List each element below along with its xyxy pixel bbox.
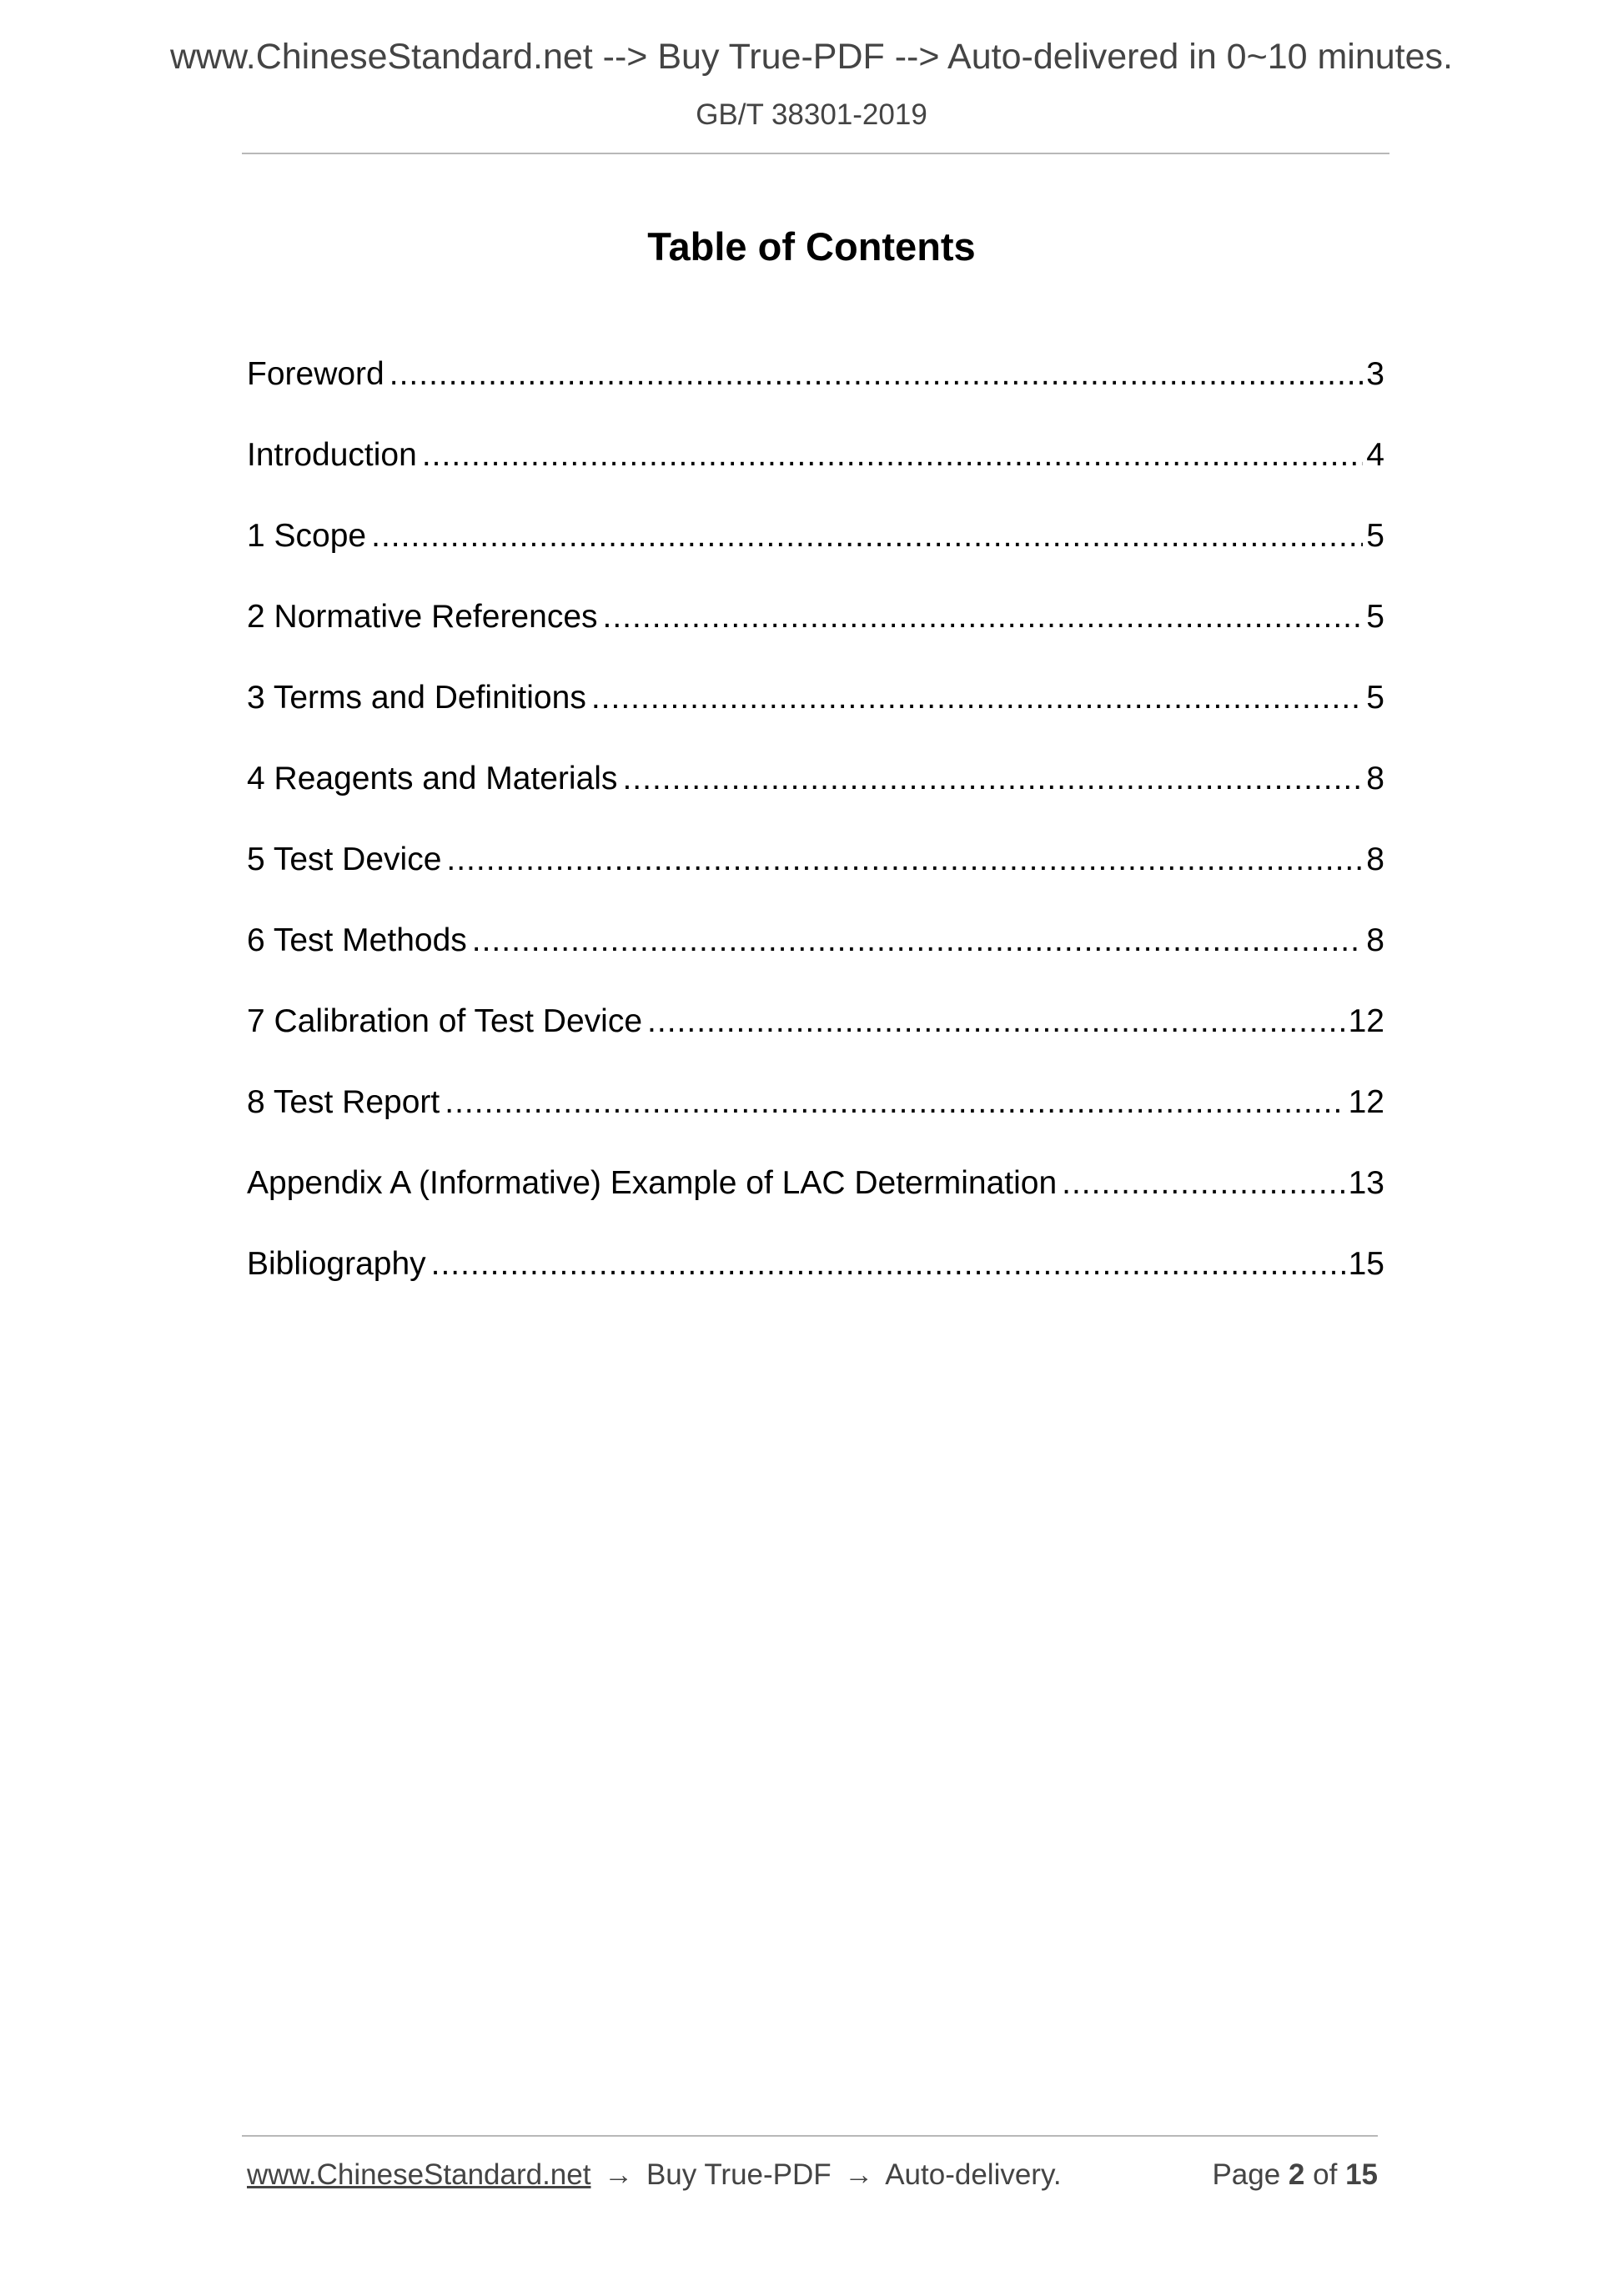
page-footer xyxy=(247,2155,1378,2197)
toc-entry-page: 5 xyxy=(1366,599,1384,635)
toc-entry-test-report[interactable] xyxy=(247,1083,1384,1163)
toc-entry-reagents-and-materials[interactable] xyxy=(247,759,1384,840)
toc-entry-label: Bibliography xyxy=(247,1246,426,1282)
page-indicator xyxy=(1212,2155,1378,2195)
toc-list xyxy=(247,354,1384,1325)
toc-entry-test-methods[interactable] xyxy=(247,921,1384,1002)
toc-dot-leader xyxy=(591,678,1363,718)
toc-entry-page: 8 xyxy=(1366,842,1384,877)
toc-entry-appendix-a[interactable] xyxy=(247,1163,1384,1244)
toc-entry-label: 1 Scope xyxy=(247,518,367,554)
toc-entry-page: 8 xyxy=(1366,761,1384,796)
of-word: of xyxy=(1313,2158,1338,2191)
toc-dot-leader xyxy=(622,759,1363,799)
toc-entry-test-device[interactable] xyxy=(247,840,1384,921)
page-title: Table of Contents xyxy=(647,224,976,269)
toc-entry-page: 3 xyxy=(1366,356,1384,392)
toc-entry-foreword[interactable] xyxy=(247,354,1384,435)
toc-entry-label: 7 Calibration of Test Device xyxy=(247,1003,643,1039)
toc-dot-leader xyxy=(472,921,1364,961)
toc-entry-bibliography[interactable] xyxy=(247,1244,1384,1325)
standard-number: GB/T 38301-2019 xyxy=(696,98,927,131)
footer-website-link[interactable]: www.ChineseStandard.net xyxy=(247,2158,591,2191)
current-page-number: 2 xyxy=(1288,2158,1305,2191)
toc-dot-leader xyxy=(422,435,1363,475)
toc-entry-label: 6 Test Methods xyxy=(247,922,467,958)
toc-dot-leader xyxy=(446,840,1363,880)
toc-entry-label: Foreword xyxy=(247,356,384,392)
toc-dot-leader xyxy=(431,1244,1345,1284)
toc-entry-label: 2 Normative References xyxy=(247,599,598,635)
toc-dot-leader xyxy=(371,516,1363,556)
toc-entry-page: 8 xyxy=(1366,922,1384,958)
toc-entry-normative-references[interactable] xyxy=(247,597,1384,678)
toc-entry-introduction[interactable] xyxy=(247,435,1384,516)
toc-entry-label: Appendix A (Informative) Example of LAC Determination xyxy=(247,1165,1058,1201)
toc-entry-page: 12 xyxy=(1348,1084,1384,1120)
footer-delivery-text: Auto-delivery. xyxy=(885,2158,1062,2191)
toc-entry-label: 3 Terms and Definitions xyxy=(247,680,586,716)
right-arrow-icon: → xyxy=(844,2158,874,2191)
total-pages-number: 15 xyxy=(1345,2158,1378,2191)
page-word: Page xyxy=(1212,2158,1281,2191)
toc-dot-leader xyxy=(647,1002,1345,1042)
toc-entry-calibration-of-test-device[interactable] xyxy=(247,1002,1384,1083)
toc-entry-label: Introduction xyxy=(247,437,417,473)
toc-entry-page: 5 xyxy=(1366,518,1384,554)
toc-entry-page: 13 xyxy=(1348,1165,1384,1201)
toc-dot-leader xyxy=(445,1083,1344,1123)
right-arrow-icon: → xyxy=(604,2158,634,2191)
footer-promo xyxy=(247,2155,1062,2195)
toc-entry-page: 12 xyxy=(1348,1003,1384,1039)
toc-dot-leader xyxy=(389,354,1364,394)
toc-entry-page: 15 xyxy=(1348,1246,1384,1282)
toc-entry-page: 4 xyxy=(1366,437,1384,473)
footer-divider xyxy=(242,2135,1378,2137)
footer-buy-text: Buy True-PDF xyxy=(646,2158,832,2191)
toc-entry-page: 5 xyxy=(1366,680,1384,716)
top-banner: www.ChineseStandard.net --> Buy True-PDF --> Auto-delivered in 0~10 minutes. xyxy=(169,37,1453,77)
toc-dot-leader xyxy=(1062,1163,1344,1203)
toc-entry-terms-and-definitions[interactable] xyxy=(247,678,1384,759)
toc-entry-label: 8 Test Report xyxy=(247,1084,440,1120)
header-divider xyxy=(242,153,1389,154)
toc-dot-leader xyxy=(603,597,1364,637)
toc-entry-label: 5 Test Device xyxy=(247,842,442,877)
toc-entry-label: 4 Reagents and Materials xyxy=(247,761,618,796)
toc-entry-scope[interactable] xyxy=(247,516,1384,597)
